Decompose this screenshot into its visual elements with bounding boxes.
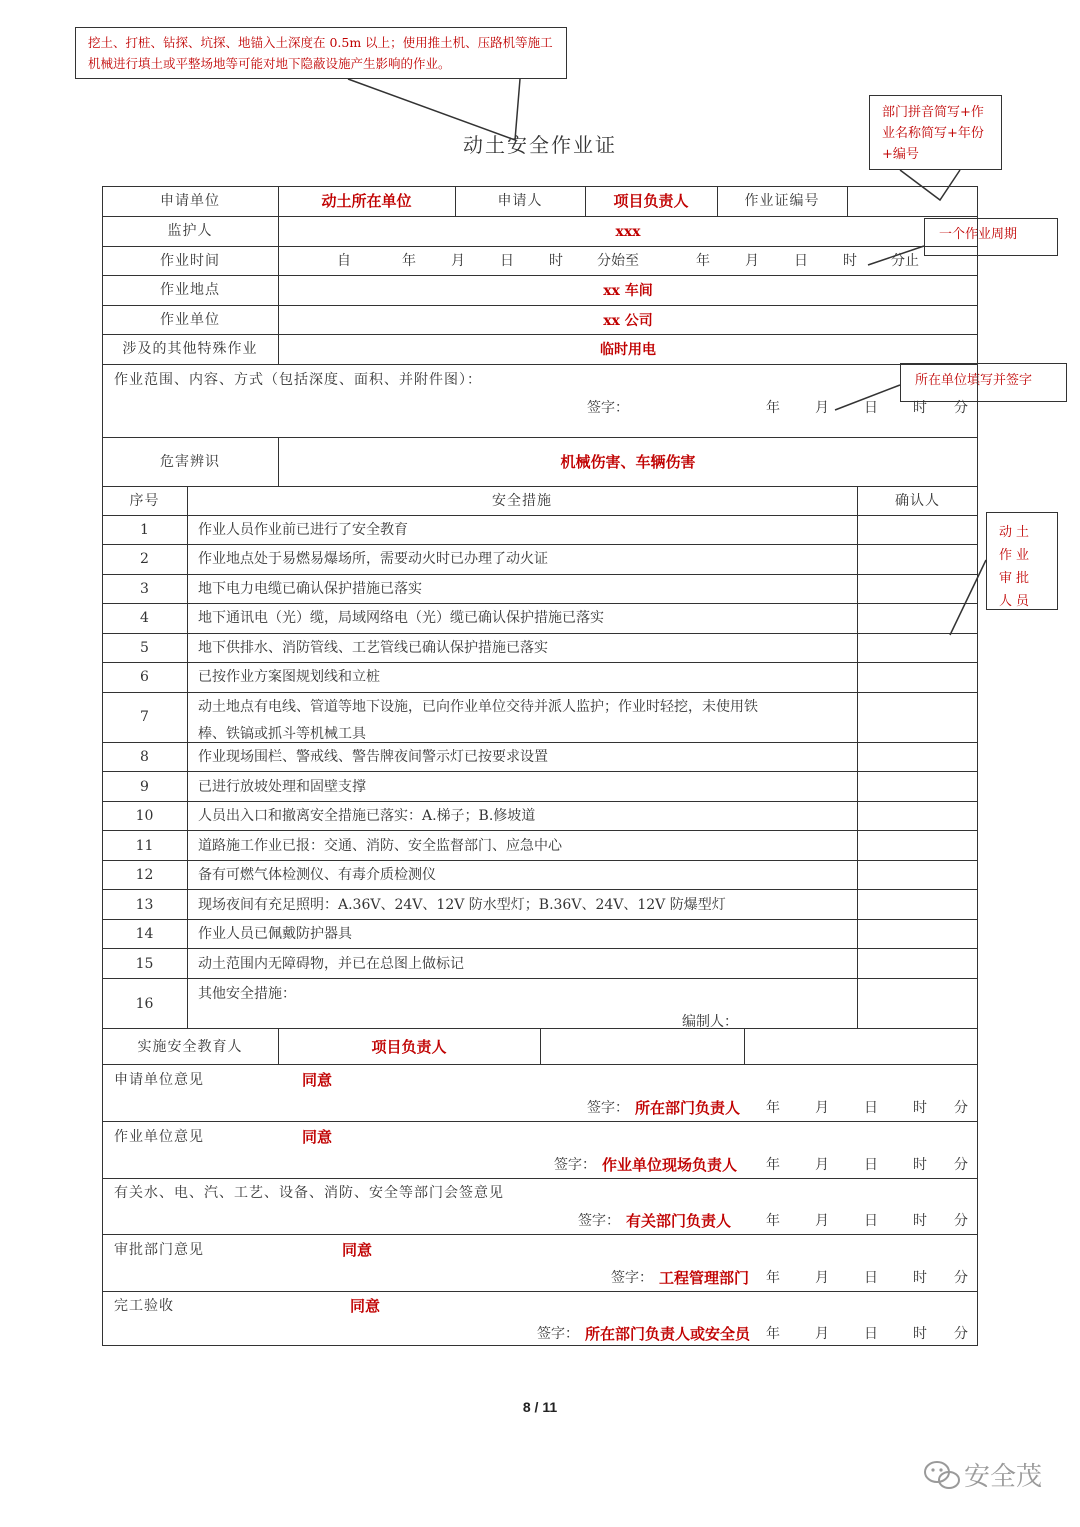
opinion-label: 有关水、电、汽、工艺、设备、消防、安全等部门会签意见 [114,1185,504,1201]
location-value[interactable]: xx 车间 [603,283,653,299]
permit-table [102,186,978,1346]
measure-row-no: 2 [140,551,149,567]
special-work-value[interactable]: 临时用电 [600,342,656,358]
callout-dept-code: 部门拼音简写+作业名称简写+年份+编号 [869,95,1002,170]
measure-row-text: 道路施工作业已报：交通、消防、安全监督部门、应急中心 [198,838,562,854]
wechat-icon [922,1458,962,1494]
measure-row-no: 6 [140,669,149,685]
measure-row-no: 1 [140,522,149,538]
measure-row-text: 作业地点处于易燃易爆场所，需要动火时已办理了动火证 [198,551,548,567]
opinion-label: 申请单位意见 [114,1072,204,1088]
scope-label: 作业范围、内容、方式（包括深度、面积、并附件图）： [114,372,482,388]
measure-row-no: 5 [140,640,149,656]
measure-row-text: 地下通讯电（光）缆，局域网络电（光）缆已确认保护措施已落实 [198,610,604,626]
work-unit-label: 作业单位 [160,312,220,328]
callout-top-scope: 挖土、打桩、钻探、坑探、地锚入土深度在 0.5m 以上；使用推土机、压路机等施工机械进行填土或平整场地等可能对地下隐蔽设施产生影响的作业。 [75,27,567,79]
applicant-label: 申请人 [497,193,543,209]
scope-minute: 分 [954,400,968,416]
callout-approver: 动土作业审批人员 [986,512,1058,610]
measure-row-text: 人员出入口和撤离安全措施已落实：A.梯子；B.修坡道 [198,808,536,824]
measure-row-text-cont: 棒、铁镐或抓斗等机械工具 [198,726,366,742]
time-day-2: 日 [794,253,808,269]
scope-hour: 时 [913,400,927,416]
special-work-label: 涉及的其他特殊作业 [122,341,258,357]
page-title: 动土安全作业证 [463,133,617,157]
applicant-value: 项目负责人 [613,192,689,210]
education-value[interactable]: 项目负责人 [371,1038,447,1056]
opinion-label: 完工验收 [114,1298,174,1314]
callout-sign: 所在单位填写并签字 [900,363,1067,402]
opinion-sign-prefix: 签字： [587,1100,629,1116]
measure-row-no: 9 [140,779,149,795]
opinion-value[interactable]: 同意 [342,1241,373,1259]
measure-row-text: 已进行放坡处理和固壁支撑 [198,779,366,795]
opinion-label: 作业单位意见 [114,1129,204,1145]
time-hour-2: 时 [843,253,857,269]
time-min-end: 分止 [891,253,919,269]
work-unit-value[interactable]: xx 公司 [603,313,653,329]
measure-row-no: 4 [140,610,149,626]
col-confirm: 确认人 [895,493,940,509]
scope-month: 月 [815,400,829,416]
measure-row-text: 地下电力电缆已确认保护措施已落实 [198,581,422,597]
opinion-signer: 工程管理部门 [659,1269,750,1287]
callout-work-period: 一个作业周期 [924,218,1058,256]
time-day-1: 日 [500,253,514,269]
measure-row-no: 11 [135,838,154,854]
measure-row-no: 12 [135,867,154,883]
measure-row-no: 7 [140,709,149,725]
opinion-sign-prefix: 签字： [554,1157,596,1173]
scope-year: 年 [766,400,780,416]
time-hour-1: 时 [549,253,563,269]
page-number: 8 / 11 [522,1399,558,1415]
measure-row-no: 16 [135,996,154,1012]
opinion-signer: 作业单位现场负责人 [602,1156,738,1174]
measure-row-no: 10 [135,808,154,824]
measure-row-text: 作业人员已佩戴防护器具 [198,926,352,942]
measure-row-text: 已按作业方案图规划线和立桩 [198,669,380,685]
opinion-sign-prefix: 签字： [611,1270,653,1286]
time-year-2: 年 [696,253,710,269]
supervisor-label: 监护人 [167,223,213,239]
opinion-signer: 有关部门负责人 [626,1212,732,1230]
measure-row-no: 15 [135,956,154,972]
measure-row-text: 地下供排水、消防管线、工艺管线已确认保护措施已落实 [198,640,548,656]
measure-row-no: 14 [135,926,154,942]
opinion-value[interactable]: 同意 [302,1128,333,1146]
applicant-unit-label: 申请单位 [160,193,220,209]
measure-row-text: 现场夜间有充足照明：A.36V、24V、12V 防水型灯；B.36V、24V、12V 防爆型灯 [198,897,726,913]
location-label: 作业地点 [160,282,220,298]
col-number: 序号 [129,493,160,509]
time-from: 自 [337,253,351,269]
measure-row-text: 其他安全措施： [198,986,296,1002]
measure-row-text: 动土地点有电线、管道等地下设施，已向作业单位交待并派人监护；作业时轻挖，未使用铁 [198,699,758,715]
measure-row-no: 13 [135,897,154,913]
opinion-value[interactable]: 同意 [302,1071,333,1089]
opinion-label: 审批部门意见 [114,1242,204,1258]
opinion-value[interactable]: 同意 [350,1297,381,1315]
scope-sign-label: 签字： [587,400,629,416]
education-label: 实施安全教育人 [137,1039,243,1055]
work-time-label: 作业时间 [160,253,220,269]
col-measure: 安全措施 [492,493,552,509]
measure-row-text: 备有可燃气体检测仪、有毒介质检测仪 [198,867,436,883]
hazard-value[interactable]: 机械伤害、车辆伤害 [560,453,696,471]
opinion-signer: 所在部门负责人 [635,1099,741,1117]
measure-row-text: 动土范围内无障碍物，并已在总图上做标记 [198,956,464,972]
measure-row-no: 8 [140,749,149,765]
hazard-label: 危害辨识 [160,454,220,470]
measure-row-text: 作业现场围栏、警戒线、警告牌夜间警示灯已按要求设置 [198,749,548,765]
scope-day: 日 [864,400,878,416]
permit-number-field[interactable] [848,187,977,215]
opinion-signer: 所在部门负责人或安全员 [585,1325,751,1343]
permit-number-label: 作业证编号 [744,193,820,209]
supervisor-value[interactable]: xxx [615,224,641,240]
time-month-2: 月 [745,253,759,269]
measure-row-text: 作业人员作业前已进行了安全教育 [198,522,408,538]
time-min-start: 分始至 [597,253,639,269]
time-month-1: 月 [451,253,465,269]
measure-row-no: 3 [140,581,149,597]
watermark-text: 安全茂 [964,1462,1043,1492]
compiler-label: 编制人： [682,1014,738,1030]
opinion-sign-prefix: 签字： [537,1326,579,1342]
applicant-unit-value: 动土所在单位 [321,192,412,210]
time-year-1: 年 [402,253,416,269]
opinion-sign-prefix: 签字： [578,1213,620,1229]
